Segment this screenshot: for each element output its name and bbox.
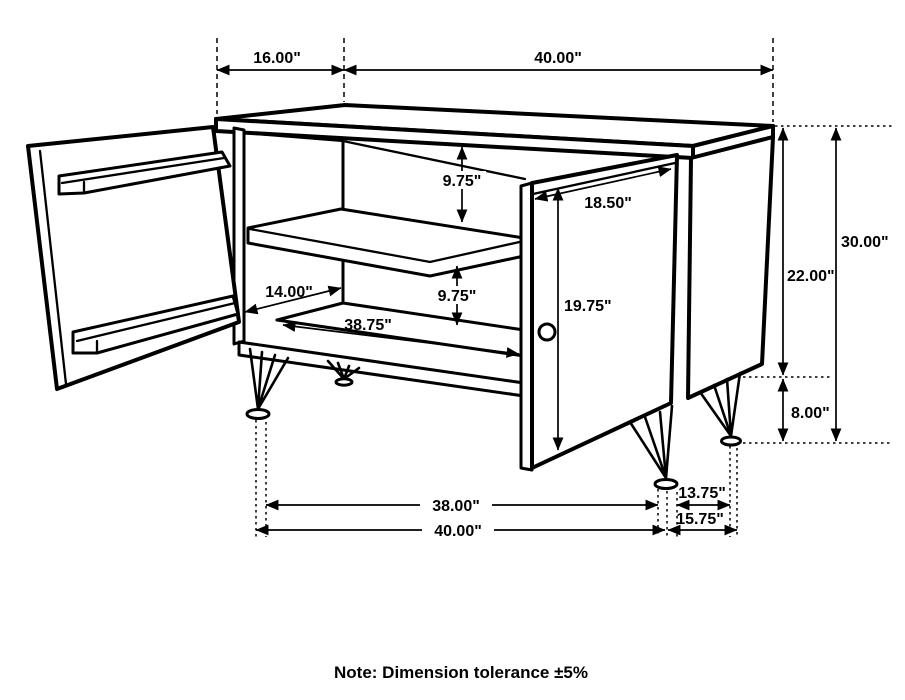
dim-label-top-width: 40.00" — [534, 50, 582, 67]
dim-top-width — [344, 50, 773, 70]
dim-label-feet-span-depth: 13.75" — [678, 485, 726, 502]
dim-label-body-height: 22.00" — [787, 268, 835, 285]
dim-feet-span-width — [266, 496, 658, 515]
middle-shelf — [248, 209, 524, 276]
leg-foot — [247, 410, 269, 419]
dim-leg-height — [783, 379, 830, 441]
dim-label-interior-depth: 14.00" — [265, 284, 313, 301]
dim-base-depth — [668, 511, 737, 530]
dim-label-lower-clearance: 9.75" — [437, 288, 477, 305]
leg-foot — [722, 437, 741, 445]
dim-overall-height — [836, 128, 889, 441]
dim-label-leg-height: 8.00" — [791, 405, 830, 422]
dim-feet-span-depth — [677, 485, 730, 505]
dim-label-upper-clearance: 9.75" — [442, 173, 482, 190]
dim-body-height — [783, 128, 835, 375]
dim-label-door-height: 19.75" — [564, 298, 612, 315]
left-door-open — [28, 127, 239, 389]
cabinet-right-panel — [688, 137, 773, 398]
dim-top-depth — [217, 50, 344, 70]
dim-upper-clearance — [438, 147, 486, 222]
leg-foot — [655, 480, 677, 489]
dim-base-width — [256, 521, 665, 540]
tolerance-note: Note: Dimension tolerance ±5% — [334, 663, 588, 682]
cabinet-top-panel — [216, 105, 773, 158]
dim-label-interior-width: 38.75" — [344, 317, 392, 334]
dim-label-base-depth: 15.75" — [676, 511, 724, 528]
dim-label-base-width: 40.00" — [434, 523, 482, 540]
dim-label-overall-height: 30.00" — [841, 234, 889, 251]
dim-label-top-depth: 16.00" — [253, 50, 301, 67]
door-knob — [539, 324, 555, 340]
dim-label-feet-span-width: 38.00" — [432, 498, 480, 515]
dim-label-door-width: 18.50" — [584, 195, 632, 212]
leg-foot — [336, 379, 352, 385]
